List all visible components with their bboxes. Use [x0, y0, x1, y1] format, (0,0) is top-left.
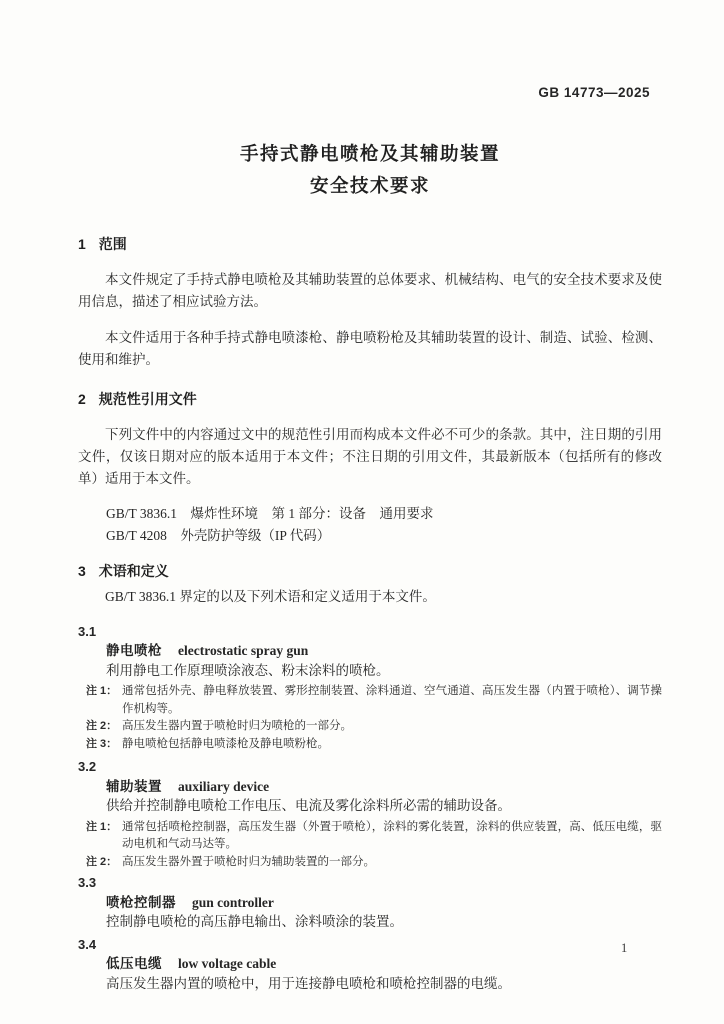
note	[78, 854, 662, 872]
scope-paragraph-1: 本文件规定了手持式静电喷枪及其辅助装置的总体要求、机械结构、电气的安全技术要求及使用信息，描述了相应试验方法。	[78, 272, 662, 309]
term-name-zh: 低压电缆	[106, 956, 162, 971]
term-name-zh: 辅助装置	[106, 778, 162, 794]
section-heading-normative-references	[78, 391, 662, 408]
reference-item-1: GB/T 3836.1 爆炸性环境 第 1 部分：设备 通用要求	[106, 506, 434, 521]
note	[78, 736, 662, 754]
term-definition-3-4: 高压发生器内置的喷枪中，用于连接静电喷枪和喷枪控制器的电缆。	[106, 975, 511, 991]
term-name-en: gun controller	[192, 894, 274, 910]
term-number-3-4: 3.4	[78, 936, 97, 952]
term-definition-3-3: 控制静电喷枪的高压静电输出、涂料喷涂的装置。	[106, 914, 403, 929]
term-name-en: auxiliary device	[178, 778, 270, 794]
term-name-3-3	[78, 893, 662, 913]
note-text: 静电喷枪包括静电喷漆枪及静电喷粉枪。	[122, 737, 329, 750]
section-heading-scope	[78, 236, 662, 253]
term-name-3-4	[78, 954, 662, 974]
note-label: 注 1：	[86, 820, 118, 833]
standard-number: GB 14773—2025	[538, 85, 650, 100]
term-name-3-1	[78, 641, 662, 661]
section-title: 范围	[98, 236, 127, 252]
page-number: 1	[621, 941, 628, 955]
note-text: 高压发生器外置于喷枪时归为辅助装置的一部分。	[122, 855, 375, 868]
term-name-zh: 喷枪控制器	[106, 894, 176, 910]
section-title: 术语和定义	[98, 563, 169, 579]
note-label: 注 2：	[86, 720, 118, 732]
terms-intro-paragraph: GB/T 3836.1 界定的以及下列术语和定义适用于本文件。	[105, 589, 436, 604]
section-heading-terms	[78, 563, 662, 580]
term-number-3-2: 3.2	[78, 759, 97, 774]
term-definition-3-2: 供给并控制静电喷枪工作电压、电流及雾化涂料所必需的辅助设备。	[106, 798, 511, 813]
reference-item-2: GB/T 4208 外壳防护等级（IP 代码）	[106, 528, 331, 543]
section-number: 3	[78, 563, 86, 579]
note-label: 注 2：	[86, 855, 118, 868]
term-name-en: low voltage cable	[178, 956, 277, 971]
note-text: 通常包括喷枪控制器，高压发生器（外置于喷枪），涂料的雾化装置，涂料的供应装置，高、低压电缆，驱动电机和气动马达等。	[122, 820, 662, 850]
term-number-3-3: 3.3	[78, 875, 97, 890]
note-label: 注 1：	[86, 685, 118, 697]
document-title-line2: 安全技术要求	[309, 175, 430, 196]
section-number: 2	[78, 390, 86, 407]
note-text: 通常包括外壳、静电释放装置、雾形控制装置、涂料通道、空气通道、高压发生器（内置于喷枪）、调节操作机构等。	[122, 685, 662, 715]
term-name-en: electrostatic spray gun	[178, 643, 309, 658]
note	[78, 683, 662, 718]
term-definition-3-1: 利用静电工作原理喷涂液态、粉末涂料的喷枪。	[106, 662, 390, 678]
term-notes-3-2	[78, 819, 662, 872]
note-label: 注 3：	[86, 737, 118, 750]
note	[78, 718, 662, 736]
section-number: 1	[78, 236, 86, 252]
scope-paragraph-2: 本文件适用于各种手持式静电喷漆枪、静电喷粉枪及其辅助装置的设计、制造、试验、检测、使用和维护。	[78, 329, 662, 367]
term-name-3-2	[78, 777, 662, 797]
term-notes-3-1	[78, 683, 662, 753]
normative-references-paragraph: 下列文件中的内容通过文中的规范性引用而构成本文件必不可少的条款。其中，注日期的引用文件，仅该日期对应的版本适用于本文件；不注日期的引用文件，其最新版本（包括所有的修改单）适用于本文件。	[78, 426, 662, 486]
term-number-3-1: 3.1	[78, 623, 97, 639]
document-title-line1: 手持式静电喷枪及其辅助装置	[239, 143, 500, 164]
section-title: 规范性引用文件	[98, 390, 197, 407]
term-name-zh: 静电喷枪	[106, 643, 162, 658]
document-title	[78, 138, 662, 202]
note	[78, 819, 662, 854]
note-text: 高压发生器内置于喷枪时归为喷枪的一部分。	[122, 720, 352, 732]
